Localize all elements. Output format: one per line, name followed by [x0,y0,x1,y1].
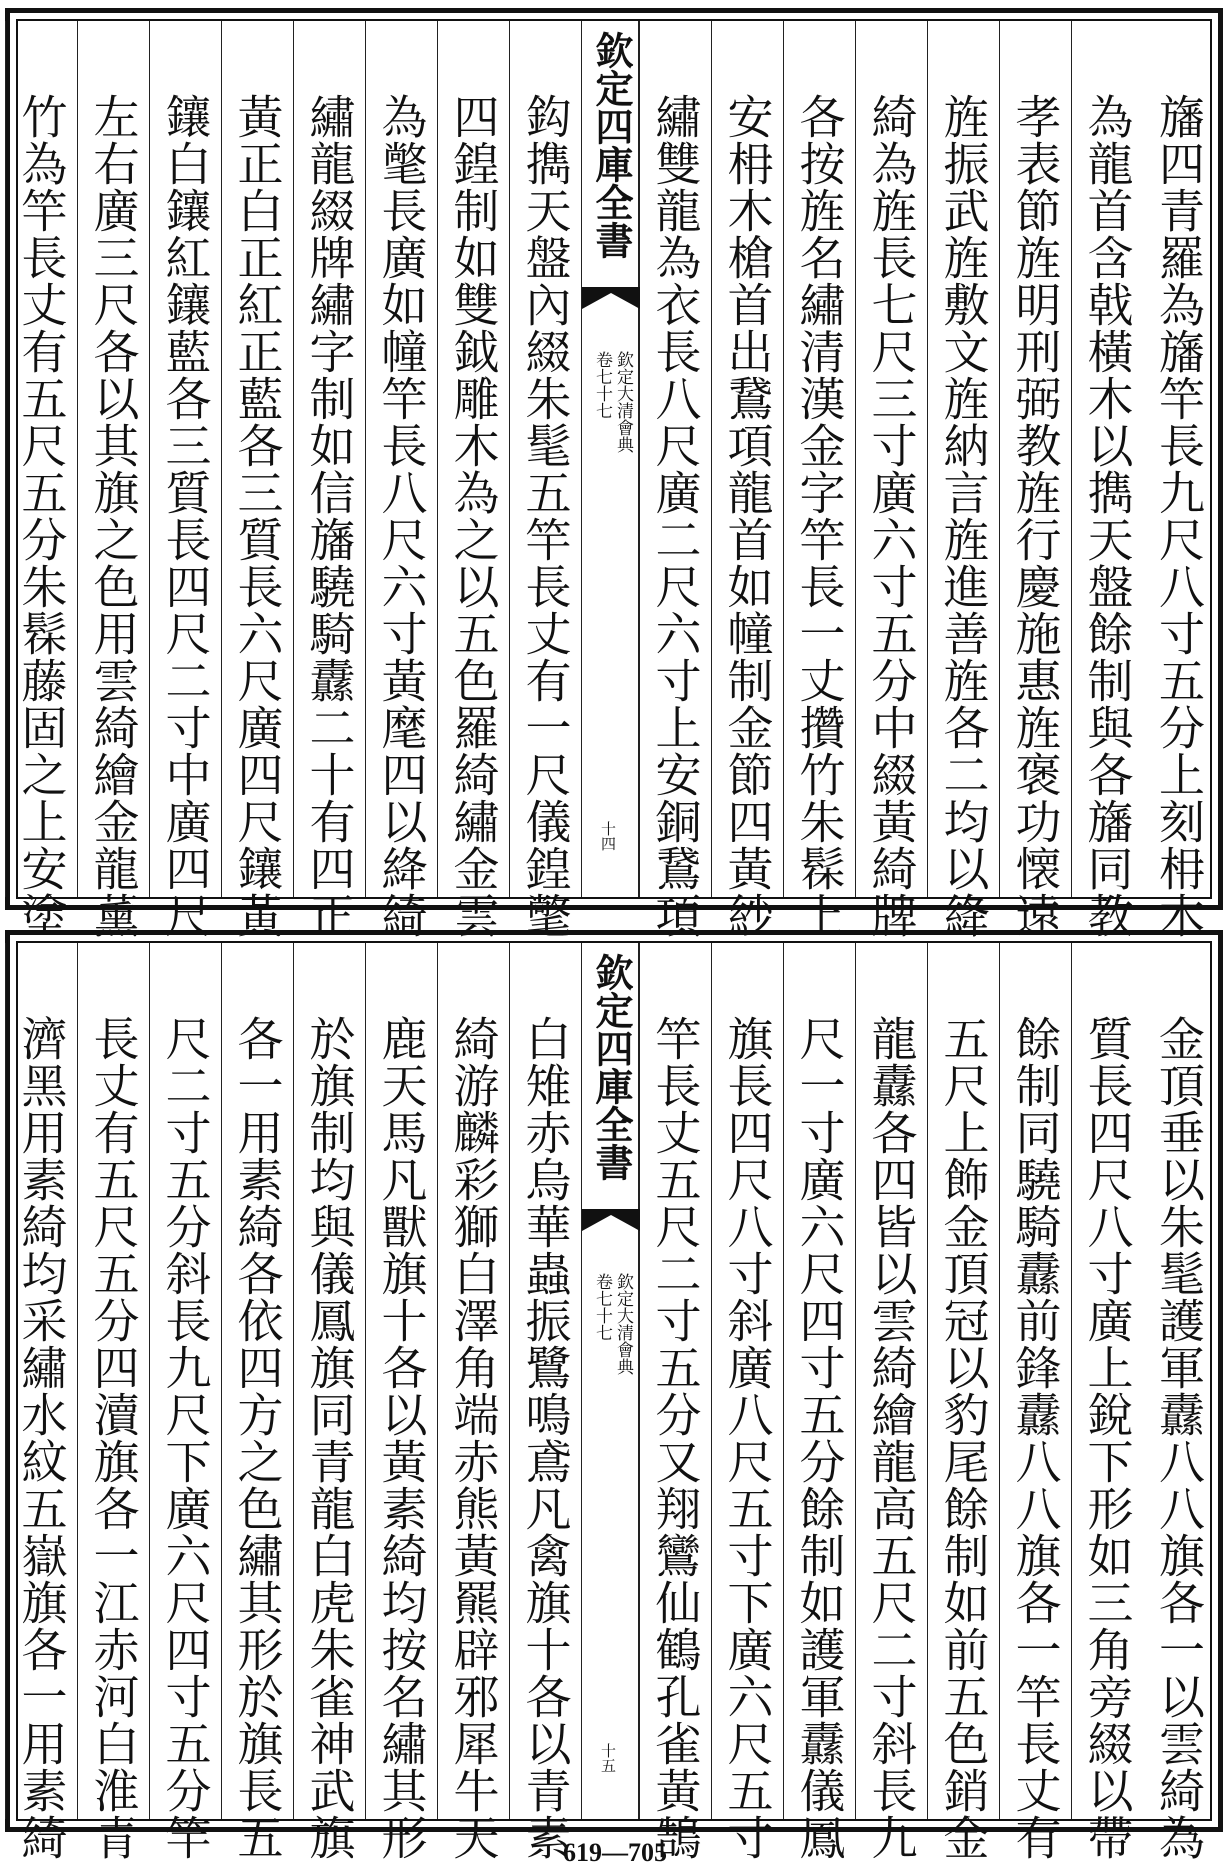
text-column [711,21,783,939]
page-frame [14,19,1212,939]
text-column [77,21,149,939]
column-text: 各一用素綺各依四方之色繡其形於旗長五 [230,1015,285,1861]
text-column [509,943,581,1861]
text-column [221,21,293,939]
work-title: 欽定大清會典 [613,351,633,453]
column-text: 金頂垂以朱髦護軍纛八八旗各一以雲綺為 [1152,1015,1206,1861]
column-text: 旌振武旌敷文旌納言旌進善旌各二均以絳 [936,93,991,939]
column-text: 旗長四尺八寸斜廣八尺五寸下廣六尺五寸 [720,1015,775,1861]
fish-tail-ornament [582,287,640,309]
text-column [927,21,999,939]
column-text: 為氅長廣如幢竿長八尺六寸黃麾四以絳綺 [374,93,429,939]
column-text: 五尺上飾金頂冠以豹尾餘制如前五色銷金 [936,1015,991,1861]
text-column [639,943,711,1861]
image-reference-number: 619—705 [563,1838,667,1867]
column-text: 長丈有五尺五分四瀆旗各一江赤河白淮青 [86,1015,141,1861]
work-title: 欽定大清會典 [613,1273,633,1375]
column-text: 繡雙龍為衣長八尺廣二尺六寸上安銅鵞項 [648,93,703,939]
text-column [927,943,999,1861]
column-text: 質長四尺八寸廣上銳下形如三角旁綴以帶 [1080,1015,1135,1861]
text-column [855,943,927,1861]
column-text: 旛四青羅為旛竿長九尺八寸五分上刻枏木 [1152,93,1206,939]
column-text: 孝表節旌明刑弼教旌行慶施惠旌褒功懐遠 [1008,93,1063,939]
column-text: 鹿天馬凡獸旗十各以黃素綺均按名繡其形 [374,1015,429,1861]
text-column [221,943,293,1861]
text-column [293,21,365,939]
volume-label: 卷七十七 [592,1273,612,1341]
column-text: 餘制同驍騎纛前鋒纛八八旗各一竿長丈有 [1008,1015,1063,1861]
text-column [509,21,581,939]
text-column [365,943,437,1861]
text-column [149,21,221,939]
column-text: 四鍠制如雙鉞雕木為之以五色羅綺繡金雲 [446,93,501,939]
column-text: 左右廣三尺各以其旗之色用雲綺繪金龍薰 [86,93,141,939]
column-text: 繡龍綴牌繡字制如信旛驍騎纛二十有四正 [302,93,357,939]
text-column [999,943,1071,1861]
center-margin-band [581,943,639,1819]
column-text: 濟黑用素綺均采繡水紋五嶽旗各一用素綺 [14,1015,69,1861]
text-column [77,943,149,1861]
text-column [437,943,509,1861]
page-number: 十四 [599,821,617,851]
text-column [783,21,855,939]
column-text: 竿長丈五尺二寸五分又翔鸞仙鶴孔雀黃鵠 [648,1015,703,1861]
book-title: 欽定四庫全書 [589,31,634,259]
column-text: 綺游麟彩獅白澤角端赤熊黃羆辟邪犀牛天 [446,1015,501,1861]
book-page-top [5,8,1223,939]
column-text: 安枏木槍首出鵞項龍首如幢制金節四黃紗 [720,93,775,939]
text-column [1071,21,1143,939]
text-column [639,21,711,939]
text-column [5,21,77,939]
text-column [5,943,77,1861]
column-text: 於旗制均與儀鳳旗同青龍白虎朱雀神武旗 [302,1015,357,1861]
text-column [999,21,1071,939]
text-column [149,943,221,1861]
column-text: 尺一寸廣六尺四寸五分餘制如護軍纛儀鳳 [792,1015,847,1861]
text-column [293,943,365,1861]
text-column [855,21,927,939]
column-text: 各按旌名繡清漢金字竿長一丈攢竹朱髹上 [792,93,847,939]
book-title: 欽定四庫全書 [589,953,634,1181]
column-text: 龍纛各四皆以雲綺繪龍高五尺二寸斜長九 [864,1015,919,1861]
column-text: 鑲白鑲紅鑲藍各三質長四尺二寸中廣四尺 [158,93,213,939]
column-text: 尺二寸五分斜長九尺下廣六尺四寸五分竿 [158,1015,213,1861]
text-column [1071,943,1143,1861]
text-column [1143,943,1215,1861]
column-text: 黃正白正紅正藍各三質長六尺廣四尺鑲黃 [230,93,285,939]
column-text: 鈎擕天盤內綴朱髦五竿長丈有一尺儀鍠氅 [518,93,573,939]
column-text: 為龍首含戟橫木以擕天盤餘制與各旛同教 [1080,93,1135,939]
text-column [711,943,783,1861]
text-column [1143,21,1215,939]
column-text: 白雉赤烏華蟲振鷺鳴鳶凡禽旗十各以青素 [518,1015,573,1861]
column-text: 竹為竿長丈有五尺五分朱髹藤固之上安塗 [14,93,69,939]
column-text: 綺為旌長七尺三寸廣六寸五分中綴黃綺牌 [864,93,919,939]
page-number: 十五 [599,1743,617,1773]
volume-label: 卷七十七 [592,351,612,419]
text-column [437,21,509,939]
text-column [783,943,855,1861]
fish-tail-ornament [582,1209,640,1231]
center-margin-band [581,21,639,897]
text-column [365,21,437,939]
